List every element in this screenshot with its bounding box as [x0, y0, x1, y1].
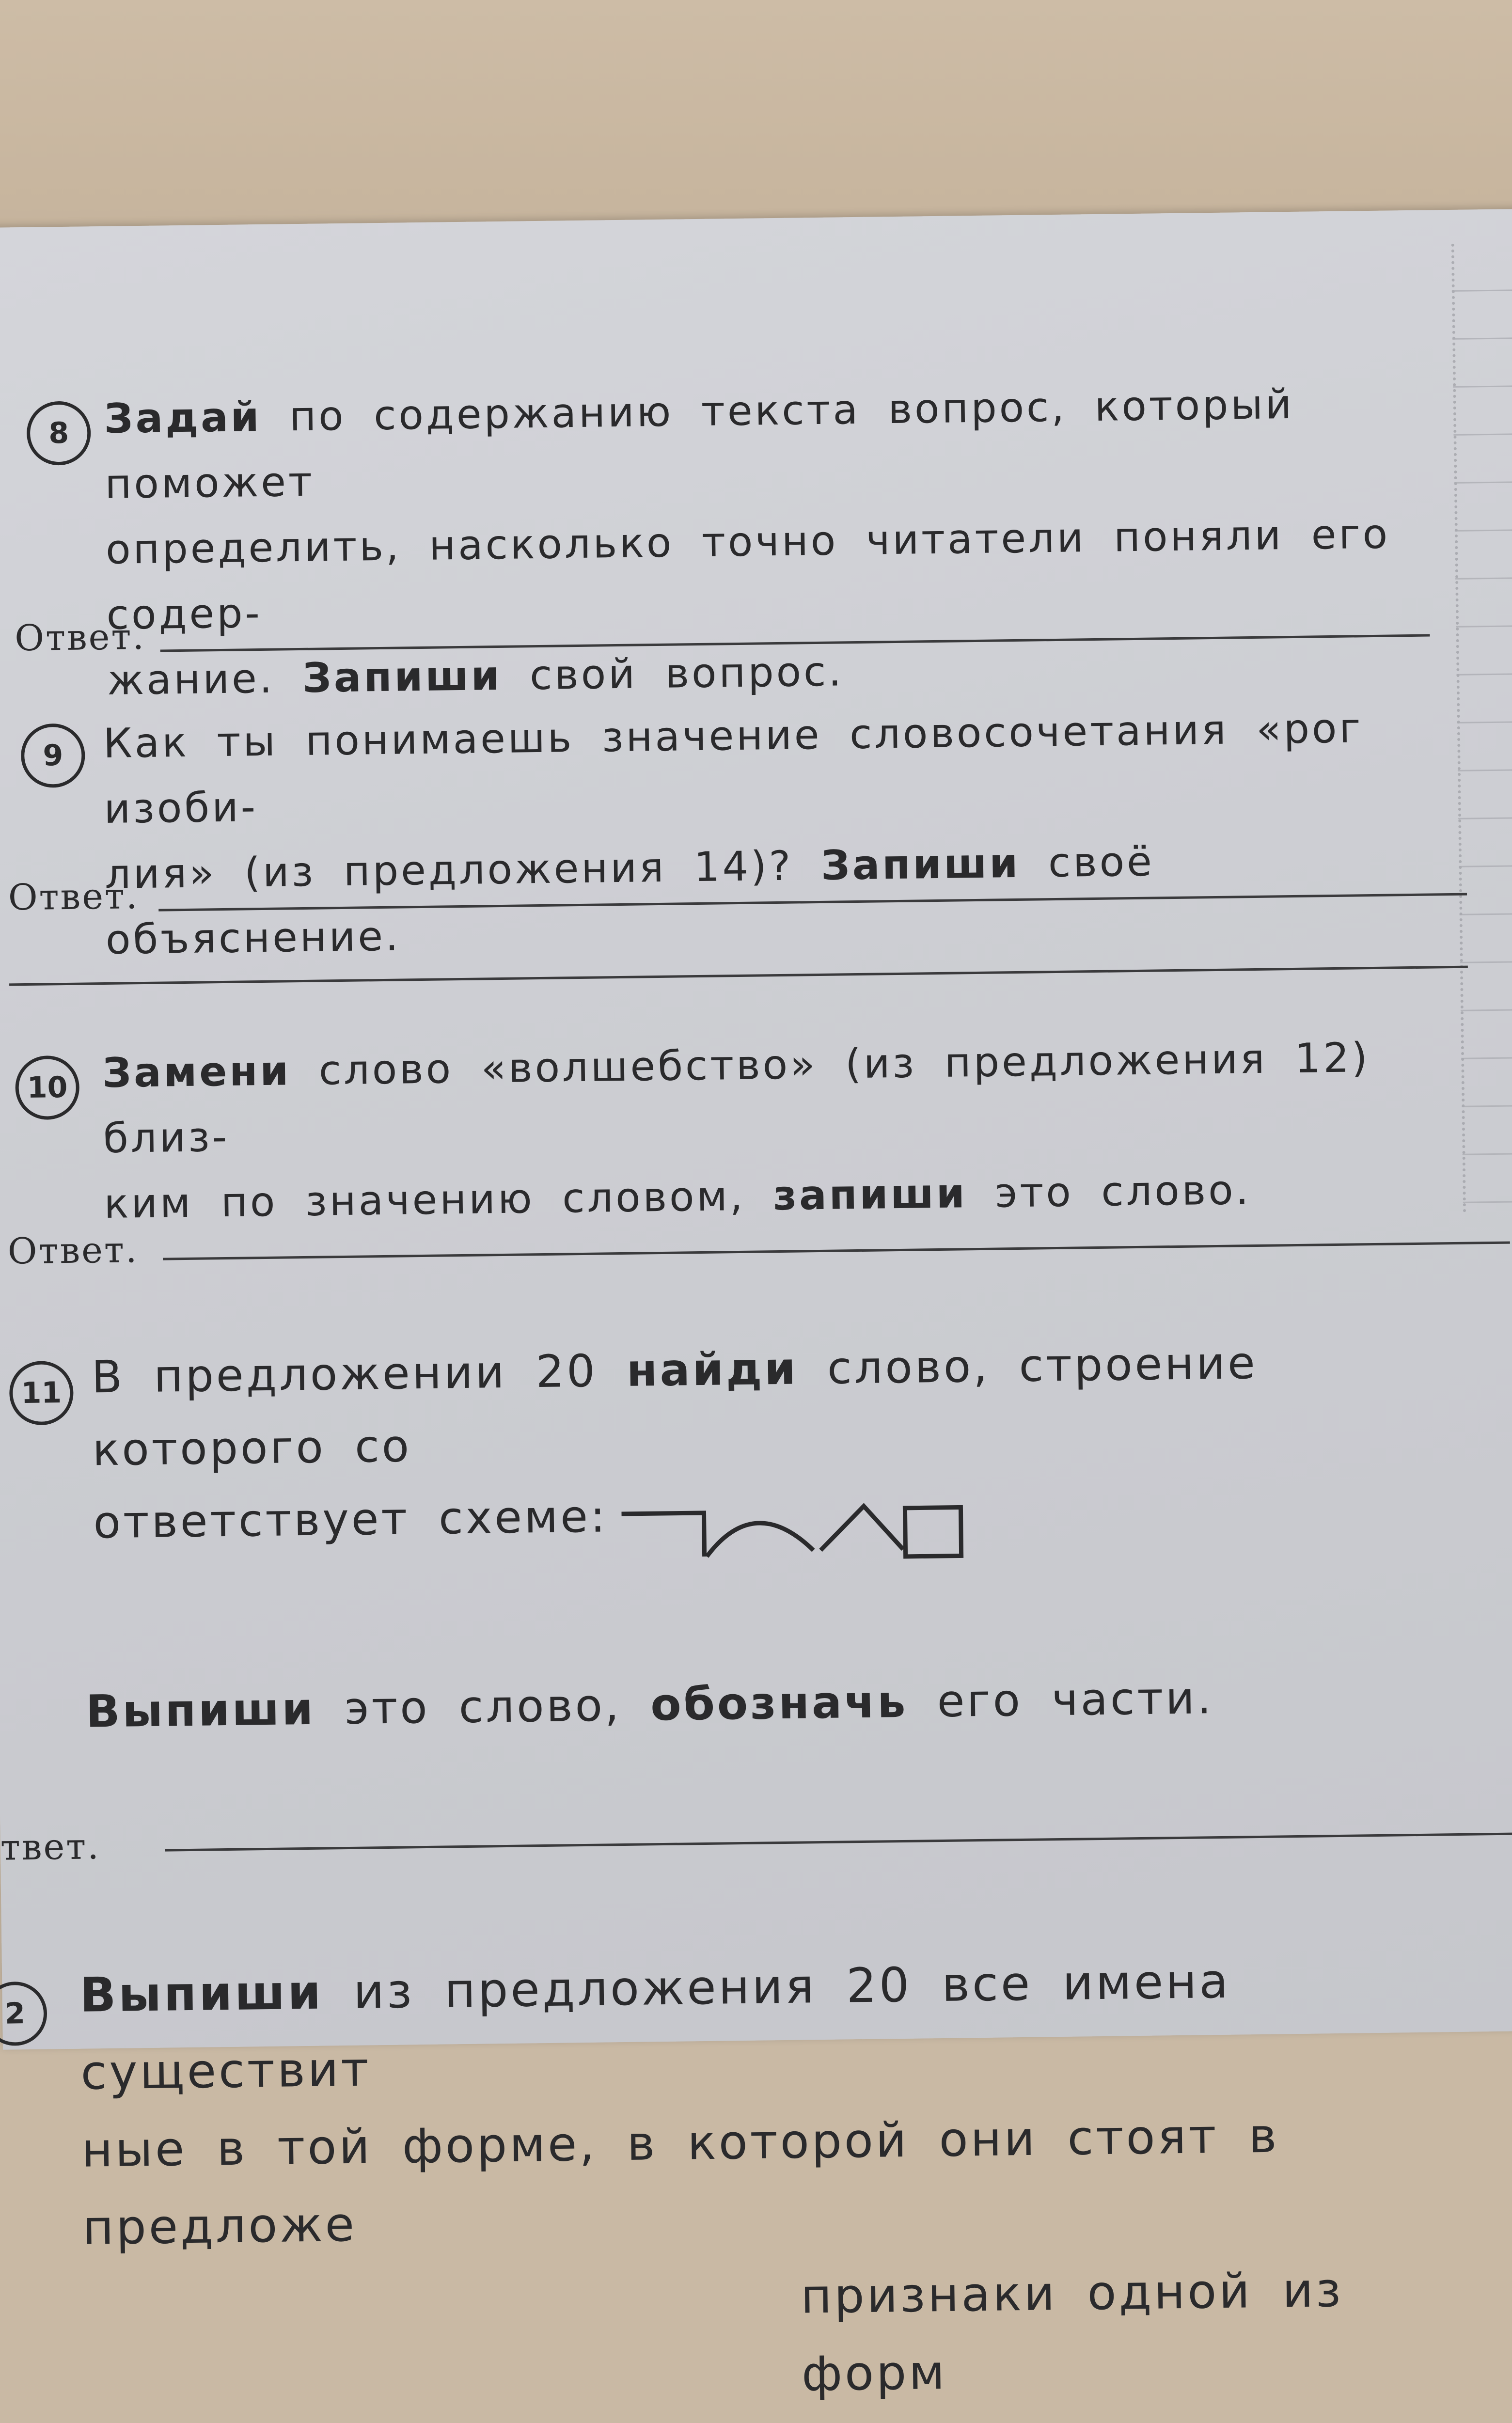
task-line: Как ты понимаешь значение словосочетания «рог изоби-: [103, 704, 1364, 833]
answer-label: Ответ.: [8, 875, 139, 919]
root-icon: [707, 1523, 814, 1557]
task-line: Выпиши это слово, обозначь его части.: [85, 1672, 1214, 1738]
task-line: лия» (из предложения 14)? Запиши своё объяснение.: [104, 837, 1155, 963]
task-number: 11: [21, 1376, 62, 1411]
task-line: жание. Запиши свой вопрос.: [107, 647, 844, 704]
task-number: 2: [4, 1997, 26, 2031]
task-line: В предложении 20 найди слово, строение которого со: [91, 1337, 1258, 1476]
answer-line[interactable]: [165, 1832, 1512, 1851]
task-line: Замени слово «волшебство» (из предложения 12) близ-: [102, 1034, 1370, 1163]
task-10: [0, 1024, 1468, 1273]
task-number-badge: [0, 1982, 47, 2046]
task-line: ким по значению словом, запиши это слово.: [104, 1166, 1251, 1228]
task-line: определить, насколько точно читатели поняли его содер-: [105, 510, 1390, 639]
answer-label: твет.: [0, 1825, 101, 1869]
suffix-icon: [820, 1506, 903, 1550]
word-structure-scheme: [616, 1480, 986, 1572]
task-text: [79, 1939, 1486, 2422]
task-text: [104, 370, 1465, 713]
task-number: 9: [43, 739, 63, 773]
task-line: Выпиши из предложения 20 все имена существит: [79, 1953, 1231, 2101]
answer-label: Ответ.: [14, 615, 146, 660]
task-line: ные в той форме, в которой они стоят в предложе: [81, 2108, 1280, 2256]
task-line: признаки одной из форм: [800, 2262, 1344, 2402]
task-number-badge: [21, 723, 86, 788]
task-line: ответствует схеме:: [93, 1490, 608, 1549]
task-number: 10: [27, 1070, 68, 1105]
workbook-page: [0, 209, 1512, 2402]
task-number-badge: [9, 1361, 74, 1426]
task-8: [0, 370, 1461, 704]
answer-line[interactable]: [163, 1242, 1510, 1260]
task-number-badge: [15, 1055, 80, 1120]
task-number: 8: [48, 416, 69, 451]
task-number-badge: [26, 401, 91, 466]
task-12: [1, 1935, 1480, 2402]
task-text-2: [86, 1662, 1214, 1748]
task-11: [0, 1320, 1472, 1869]
task-line: Задай по содержанию текста вопрос, который поможет: [104, 380, 1294, 508]
task-text: [103, 694, 1467, 973]
task-text: [102, 1024, 1471, 1237]
prefix-icon: [622, 1513, 705, 1558]
ending-icon: [905, 1507, 961, 1556]
answer-label: Ответ.: [7, 1229, 139, 1273]
